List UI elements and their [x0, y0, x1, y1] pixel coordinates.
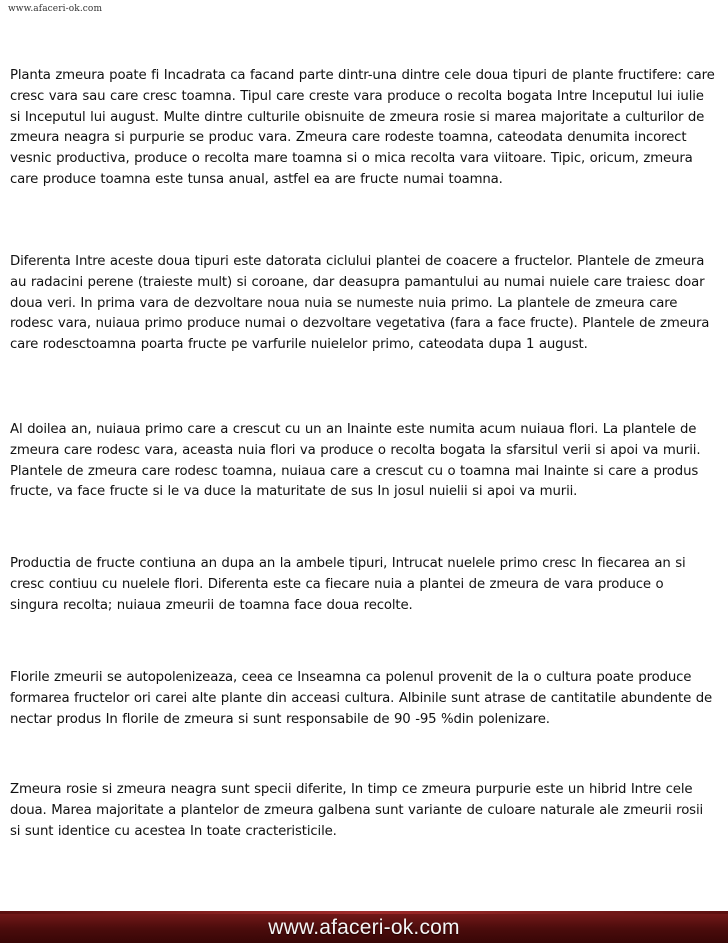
footer-site-url[interactable]: www.afaceri-ok.com — [268, 916, 460, 939]
paragraph-summer-autumn-types: Planta zmeura poate fi Incadrata ca facand parte dintr-una dintre cele doua tipuri de plante fructifere: care cresc vara sau care cresc toamna. Tipul care creste vara produce o recolta bogata Intre Inceputul lui iulie si Inceputul lui august. Multe dintre culturile obisnuite de zmeura rosie si marea majoritate a culturilor de zmeura neagra si purpurie se produc vara. Zmeura care rodeste toamna, cateodata denumita incorect vesnic productiva, produce o recolta mare toamna si o mica recolta vara viitoare. Tipic, oricum, zmeura care produce toamna este tunsa anual, astfel ea are fructe numai toamna. — [10, 68, 715, 187]
paragraph-pollination: Florile zmeurii se autopolenizeaza, ceea ce Inseamna ca polenul provenit de la o cultura poate produce formarea fructelor ori carei alte plante din acceasi cultura. Albinile sunt atrase de cantitatile abundente de nectar produs In florile de zmeura si sunt responsabile de 90 -95 %din polenizare. — [10, 670, 713, 727]
header-site-url: www.afaceri-ok.com — [8, 4, 103, 14]
paragraph-species: Zmeura rosie si zmeura neagra sunt specii diferite, In timp ce zmeura purpurie este un hibrid Intre cele doua. Marea majoritate a plantelor de zmeura galbena sunt variante de culoare naturale ale zmeurii rosii si sunt identice cu acestea In toate cracteristicile. — [10, 782, 704, 839]
footer-banner — [0, 911, 728, 943]
paragraph-fruiting-cycle: Diferenta Intre aceste doua tipuri este datorata ciclului plantei de coacere a fructelor. Plantele de zmeura au radacini perene (traieste mult) si coroane, dar deasupra pamantului au numai nuiele care traiesc doar doua veri. In prima vara de dezvoltare noua nuia se numeste nuia primo. La plantele de zmeura care rodesc vara, nuiaua primo produce numai o dezvoltare vegetativa (fara a face fructe). Plantele de zmeura care rodesctoamna poarta fructe pe varfurile nuielelor primo, cateodata dupa 1 august. — [10, 254, 710, 353]
paragraph-yearly-production: Productia de fructe contiuna an dupa an la ambele tipuri, Intrucat nuelele primo cresc In fiecarea an si cresc contiuu cu nuelele flori. Diferenta este ca fiecare nuia a plantei de zmeura de vara produce o singura recolta; nuiaua zmeurii de toamna face doua recolte. — [10, 556, 686, 613]
paragraph-second-year: Al doilea an, nuiaua primo care a crescut cu un an Inainte este numita acum nuiaua flori. La plantele de zmeura care rodesc vara, aceasta nuia flori va produce o recolta bogata la sfarsitul verii si apoi va murii. Plantele de zmeura care rodesc toamna, nuiaua care a crescut cu o toamna mai Inainte si care a produs fructe, va face fructe si le va duce la maturitate de sus In josul nuielii si apoi va murii. — [10, 422, 701, 500]
